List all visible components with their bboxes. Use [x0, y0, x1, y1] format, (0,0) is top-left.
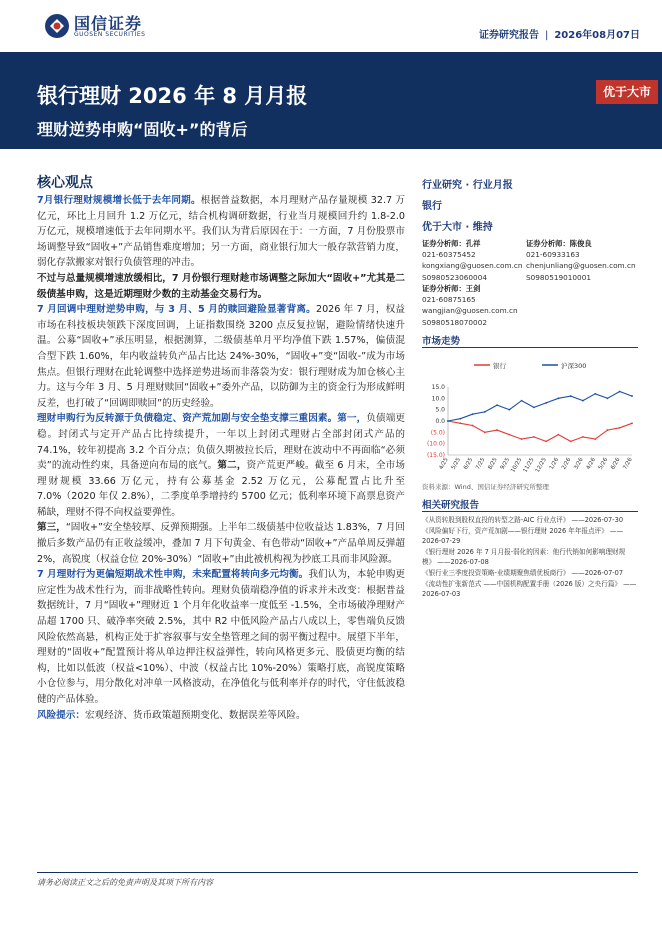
x-tick-label: 5/26	[597, 457, 610, 471]
paragraph-5	[37, 567, 405, 707]
analyst-phone: 021-60933163	[526, 250, 580, 260]
analyst-name: 王剑	[465, 284, 481, 293]
analyst-email[interactable]: chenjunliang@guosen.com.cn	[526, 261, 636, 271]
x-tick-label: 6/25	[462, 457, 475, 471]
data-point	[447, 420, 449, 422]
paragraph-1-highlight: 7月银行理财规模增长低于去年同期。	[37, 195, 201, 206]
data-point	[582, 400, 584, 402]
y-tick-label: (15.0)	[426, 452, 445, 459]
core-viewpoints-body	[37, 193, 405, 723]
report-meta: 证券研究报告 | 2026年08月07日	[478, 30, 640, 41]
data-point	[570, 441, 572, 443]
data-point	[533, 407, 535, 409]
paragraph-4-highlight: 理财申购行为反转源于负债稳定、资产荒加剧与安全垫支撑三重因素。第一，	[37, 413, 367, 425]
divider	[422, 347, 638, 348]
x-tick-label: 1/26	[548, 457, 561, 471]
analyst-phone: 021-60375452	[422, 250, 476, 260]
y-tick-label: 15.0	[431, 384, 445, 391]
x-tick-label: 8/25	[487, 457, 499, 471]
analyst-phone: 021-60875165	[422, 295, 476, 305]
analyst-card	[422, 283, 562, 328]
y-tick-label: 10.0	[431, 395, 445, 403]
paragraph-1-text: 根据普益数据，本月理财产品存量规模 32.7 万亿元，环比上月回升 1.2 万亿元，结合机构调研数据，行业当月规模回升约 1.8-2.0 万亿元，规模增速低于去年同期水平。我们认为背后原因在于：一方面，7 月份股票市场调整导致“固收+”产品销售难度增加；另一方面，商业银行加大一般存款营销力度，弱化存款搬家对银行负债管理的冲击。	[37, 195, 405, 269]
data-point	[521, 438, 523, 440]
paragraph-4c	[37, 520, 405, 567]
y-tick-label: (5.0)	[430, 429, 445, 437]
data-point	[545, 441, 547, 443]
data-point	[582, 436, 584, 438]
report-date: 2026年08月07日	[554, 30, 640, 41]
data-point	[508, 409, 510, 411]
market-trend-title: 市场走势	[422, 336, 461, 347]
related-report-item[interactable]: 《流动性扩张新范式 ——中国机构配置手册（2026 版）之央行篇》 ——2026-07-03	[422, 580, 637, 598]
paragraph-4-label-b: 第二，	[217, 460, 247, 472]
sector-label: 银行	[422, 201, 442, 212]
legend-label: 银行	[493, 362, 506, 370]
related-reports-list	[422, 516, 638, 601]
data-point	[631, 422, 633, 424]
paragraph-4-text-b: 资产荒更严峻。截至 6 月末，全市场理财规模 33.66 万亿元，持有公募基金 2.52 万亿元，公募配置占比升至 7.0%（2020 年仅 2.8%），二季度单季增持约 5700 亿元；低利率环境下高票息资产稀缺，理财不得不向权益要弹性。	[37, 460, 406, 518]
paragraph-4-text-c: “固收+”安全垫较厚、反弹预期强。上半年二级债基中位收益达 1.83%，7 月回撤后多数产品仍有正收益缓冲，叠加 7 月下旬黄金、有色带动“固收+”产品单周反弹超 2%，高锐度（权益仓位 20%-30%）“固收+”由此被机构视为抄底工具而非风险源。	[37, 522, 405, 565]
guosen-logo-icon	[44, 13, 70, 39]
data-point	[484, 431, 486, 433]
x-tick-label: 2/26	[561, 457, 573, 471]
paragraph-5-highlight: 7 月理财行为更偏短期战术性申购，未来配置将转向多元均衡。	[37, 569, 309, 581]
report-type: 证券研究报告	[478, 30, 539, 41]
related-report-item[interactable]: 《银行业三季度投资策略-业绩期聚焦绩优板商行》 ——2026-07-07	[422, 569, 624, 578]
data-point	[558, 397, 560, 399]
chart-source: 资料来源：Wind、国信证券经济研究所整理	[422, 483, 549, 491]
legend-label: 沪深300	[561, 362, 587, 370]
y-tick-label: (10.0)	[426, 440, 445, 448]
risk-text: 宏观经济、货币政策超预期变化、数据误差等风险。	[84, 709, 306, 721]
analyst-label: 证券分析师：	[422, 239, 466, 248]
market-trend-chart	[422, 355, 638, 483]
x-tick-label: 10/25	[510, 457, 524, 474]
paragraph-5-text: 我们认为，本轮申购更应定性为战术性行为，而非战略性转向。理财负债端稳净值的诉求并未改变：根据普益数据统计，7 月“固收+”理财近 1 个月年化收益率一度低至 -1.5%，全市场破净理财产品超 1700 只、破净率突破 2.5%，其中 R2 中低风险产品占八成以上，零售端负反馈风险依然高悬，机构正处于扩容叙事与安全垫管理之间的弱平衡过程中。展望下半年，理财的“固收+”配置预计将从单边押注权益弹性，转向风格更多元、股债更均衡的结构，比如以低波（权益<10%）、中波（权益占比 10%-20%）策略打底，高锐度策略小仓位参与，用分散化对冲单一风格波动，在净值化与低利率并存的时代，守住低波稳健的产品体验。	[37, 569, 405, 705]
y-tick-label: 0.0	[435, 418, 445, 425]
data-point	[594, 393, 596, 395]
rating-label: 优于大市 · 维持	[422, 222, 493, 233]
divider	[422, 511, 638, 512]
data-point	[472, 413, 474, 415]
data-point	[558, 434, 560, 436]
y-tick-label: 5.0	[435, 406, 445, 414]
series-line	[448, 392, 632, 422]
x-tick-label: 5/25	[450, 457, 462, 471]
data-point	[508, 434, 510, 436]
report-subtitle: 理财逆势申购“固收+”的背后	[37, 120, 248, 139]
analyst-cert: S0980518070002	[422, 317, 487, 327]
series-line	[448, 421, 632, 441]
analyst-email[interactable]: wangjian@guosen.com.cn	[422, 306, 518, 316]
analyst-label: 证券分析师：	[526, 239, 570, 248]
related-report-item[interactable]: 《从资转股到股权直投的转型之路-AIC 行业点评》 ——2026-07-30	[422, 516, 624, 524]
brand-name-en: GUOSEN SECURITIES	[74, 31, 146, 38]
data-point	[459, 418, 461, 420]
data-point	[472, 425, 474, 427]
x-tick-label: 11/25	[522, 457, 536, 474]
paragraph-1	[37, 193, 405, 271]
paragraph-3-highlight: 7 月回调中理财逆势申购，与 3 月、5 月的赎回避险显著背离。	[37, 304, 316, 316]
industry-label: 行业研究 · 行业月报	[422, 180, 513, 191]
paragraph-2: 不过与总量规模增速放缓相比，7 月份银行理财趁市场调整之际加大“固收+”尤其是二级债基申购，这是近期理财少数的主动基金交易行为。	[37, 272, 405, 300]
x-tick-label: 3/26	[573, 457, 585, 471]
analyst-name: 孔祥	[465, 239, 481, 248]
x-tick-label: 7/25	[475, 457, 487, 471]
data-point	[496, 429, 498, 431]
risk-label: 风险提示：	[37, 709, 85, 721]
data-point	[594, 438, 596, 440]
data-point	[619, 391, 621, 393]
paragraph-3	[37, 302, 405, 411]
brand-name-cn: 国信证券	[74, 14, 143, 33]
paragraph-4-label-c: 第三，	[37, 522, 66, 534]
x-tick-label: 4/25	[438, 457, 450, 471]
data-point	[533, 436, 535, 438]
analyst-label: 证券分析师：	[422, 284, 466, 293]
data-point	[619, 427, 621, 429]
related-reports-title: 相关研究报告	[422, 500, 480, 511]
data-point	[570, 395, 572, 397]
analyst-cert: S0980519010001	[526, 272, 591, 282]
data-point	[607, 429, 609, 431]
analyst-card	[422, 238, 526, 283]
rating-badge: 优于大市	[596, 80, 658, 104]
data-point	[545, 402, 547, 404]
paragraph-3-text: 2026 年 7 月，权益市场在科技板块领跌下深度回调，上证指数围绕 3200 点反复拉锯，避险情绪快速升温。公募“固收+”承压明显，根据测算，二级债基单月平均净值下跌 1.57%，偏债混合型下跌 1.60%，年内收益转负产品占比达 24%-30%，“固收+”变“固收-”成为市场焦点。但银行理财在此轮调整中选择逆势进场而非落袋为安：银行理财成为加仓核心主力。这与今年 3 月、5 月理财赎回“固收+”委外产品，以防御为主的资金行为形成鲜明反差，也打破了“回调即赎回”的历史经验。	[37, 304, 405, 409]
paragraph-4	[37, 411, 405, 520]
x-tick-label: 7/26	[622, 457, 634, 471]
data-point	[631, 395, 633, 397]
footer-divider	[37, 872, 638, 873]
x-tick-label: 9/25	[499, 457, 512, 471]
x-tick-label: 6/26	[610, 457, 622, 471]
paragraph-4-text-a: 负债端更稳。封闭式与定开产品占比持续提升，一年以上封闭式理财占全部封闭式产品的 74.1%，较年初提高 3.2 个百分点；负债久期被拉长后，理财在波动中不再面临“必须卖”的流动性约束，具备逆向布局的底气。	[37, 413, 406, 472]
data-point	[521, 400, 523, 402]
analyst-name: 陈俊良	[569, 239, 592, 248]
footer-disclaimer: 请务必阅读正文之后的免责声明及其项下所有内容	[37, 878, 213, 887]
x-tick-label: 4/26	[585, 457, 597, 471]
x-tick-label: 12/25	[534, 457, 548, 474]
data-point	[484, 411, 486, 413]
section-title: 核心观点	[37, 175, 93, 191]
data-point	[459, 422, 461, 424]
analyst-cert: S0980523060004	[422, 272, 487, 282]
report-title: 银行理财 2026 年 8 月月报	[37, 84, 308, 108]
analyst-card	[526, 238, 642, 283]
data-point	[607, 397, 609, 399]
related-report-item[interactable]: 《风险偏好下行，资产荒加剧——银行理财 2026 年年报点评》 ——2026-07-29	[422, 527, 624, 545]
analyst-email[interactable]: kongxiang@guosen.com.cn	[422, 261, 523, 271]
related-report-item[interactable]: 《银行理财 2026 年 7 月月报-弱化的因素：他行代销如何影响理财规模》 ——2026-07-08	[422, 548, 626, 566]
data-point	[496, 404, 498, 406]
risk-warning	[37, 708, 405, 724]
